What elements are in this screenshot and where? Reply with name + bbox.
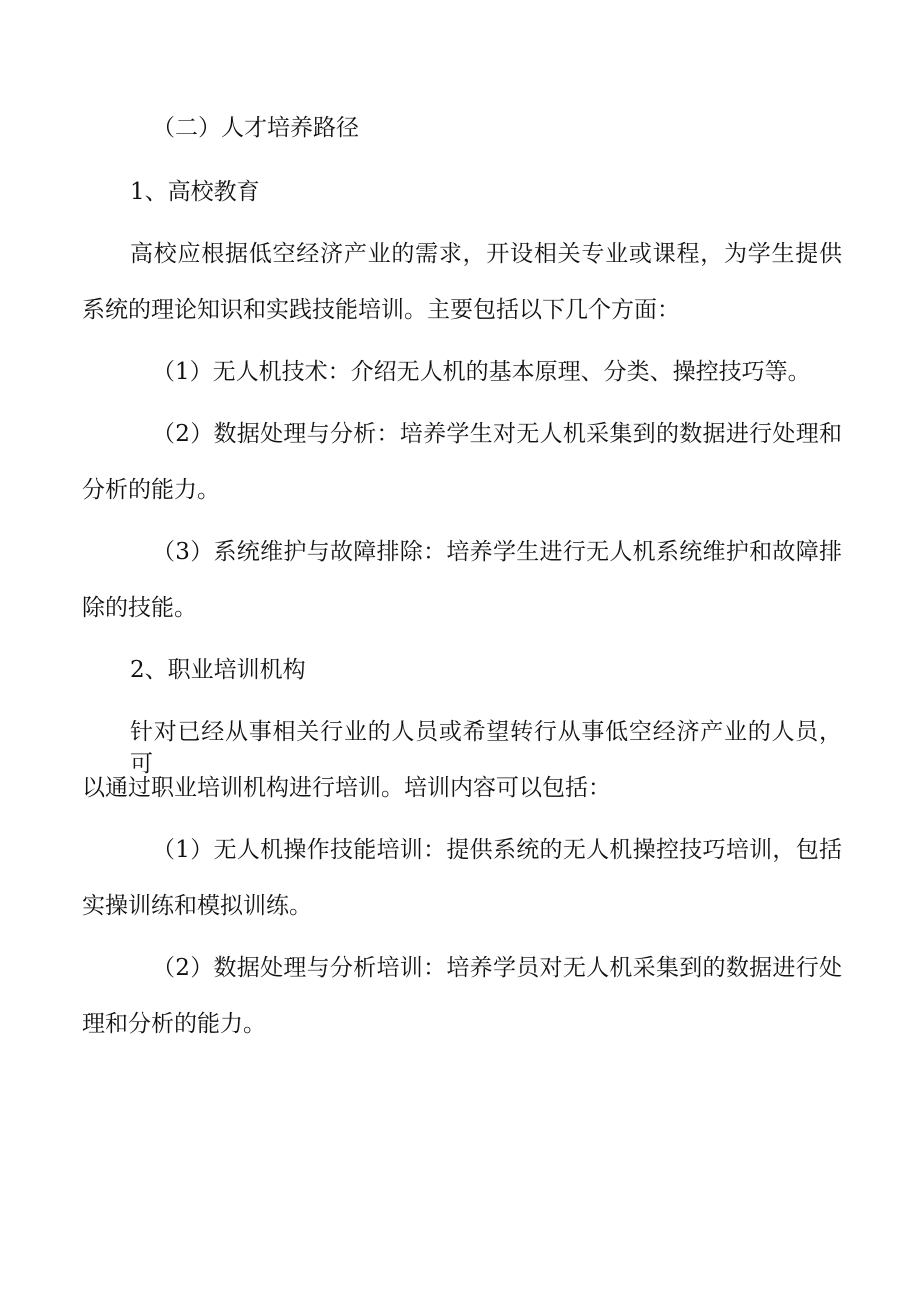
paragraph-university-intro-line2: 系统的理论知识和实践技能培训。主要包括以下几个方面： <box>82 297 680 323</box>
list-item-drone-tech: （1）无人机技术：介绍无人机的基本原理、分类、操控技巧等。 <box>152 359 811 385</box>
list-item-operation-training-line1: （1）无人机操作技能培训：提供系统的无人机操控技巧培训，包括 <box>152 837 842 863</box>
subsection-heading-vocational: 2、职业培训机构 <box>130 657 306 683</box>
paragraph-university-intro-line1: 高校应根据低空经济产业的需求，开设相关专业或课程，为学生提供 <box>130 241 842 267</box>
list-item-system-maintenance-line2: 除的技能。 <box>82 595 197 621</box>
list-item-data-training-line2: 理和分析的能力。 <box>82 1011 266 1037</box>
list-item-operation-training-line2: 实操训练和模拟训练。 <box>82 893 312 919</box>
list-item-data-processing-line2: 分析的能力。 <box>82 477 220 503</box>
list-item-system-maintenance-line1: （3）系统维护与故障排除：培养学生进行无人机系统维护和故障排 <box>152 539 842 565</box>
subsection-heading-university: 1、高校教育 <box>130 179 260 205</box>
list-item-data-training-line1: （2）数据处理与分析培训：培养学员对无人机采集到的数据进行处 <box>152 955 842 981</box>
section-heading: （二）人才培养路径 <box>152 115 359 141</box>
paragraph-vocational-intro-line1: 针对已经从事相关行业的人员或希望转行从事低空经济产业的人员，可 <box>130 719 842 777</box>
paragraph-vocational-intro-line2: 以通过职业培训机构进行培训。培训内容可以包括： <box>82 775 611 801</box>
list-item-data-processing-line1: （2）数据处理与分析：培养学生对无人机采集到的数据进行处理和 <box>152 421 842 447</box>
